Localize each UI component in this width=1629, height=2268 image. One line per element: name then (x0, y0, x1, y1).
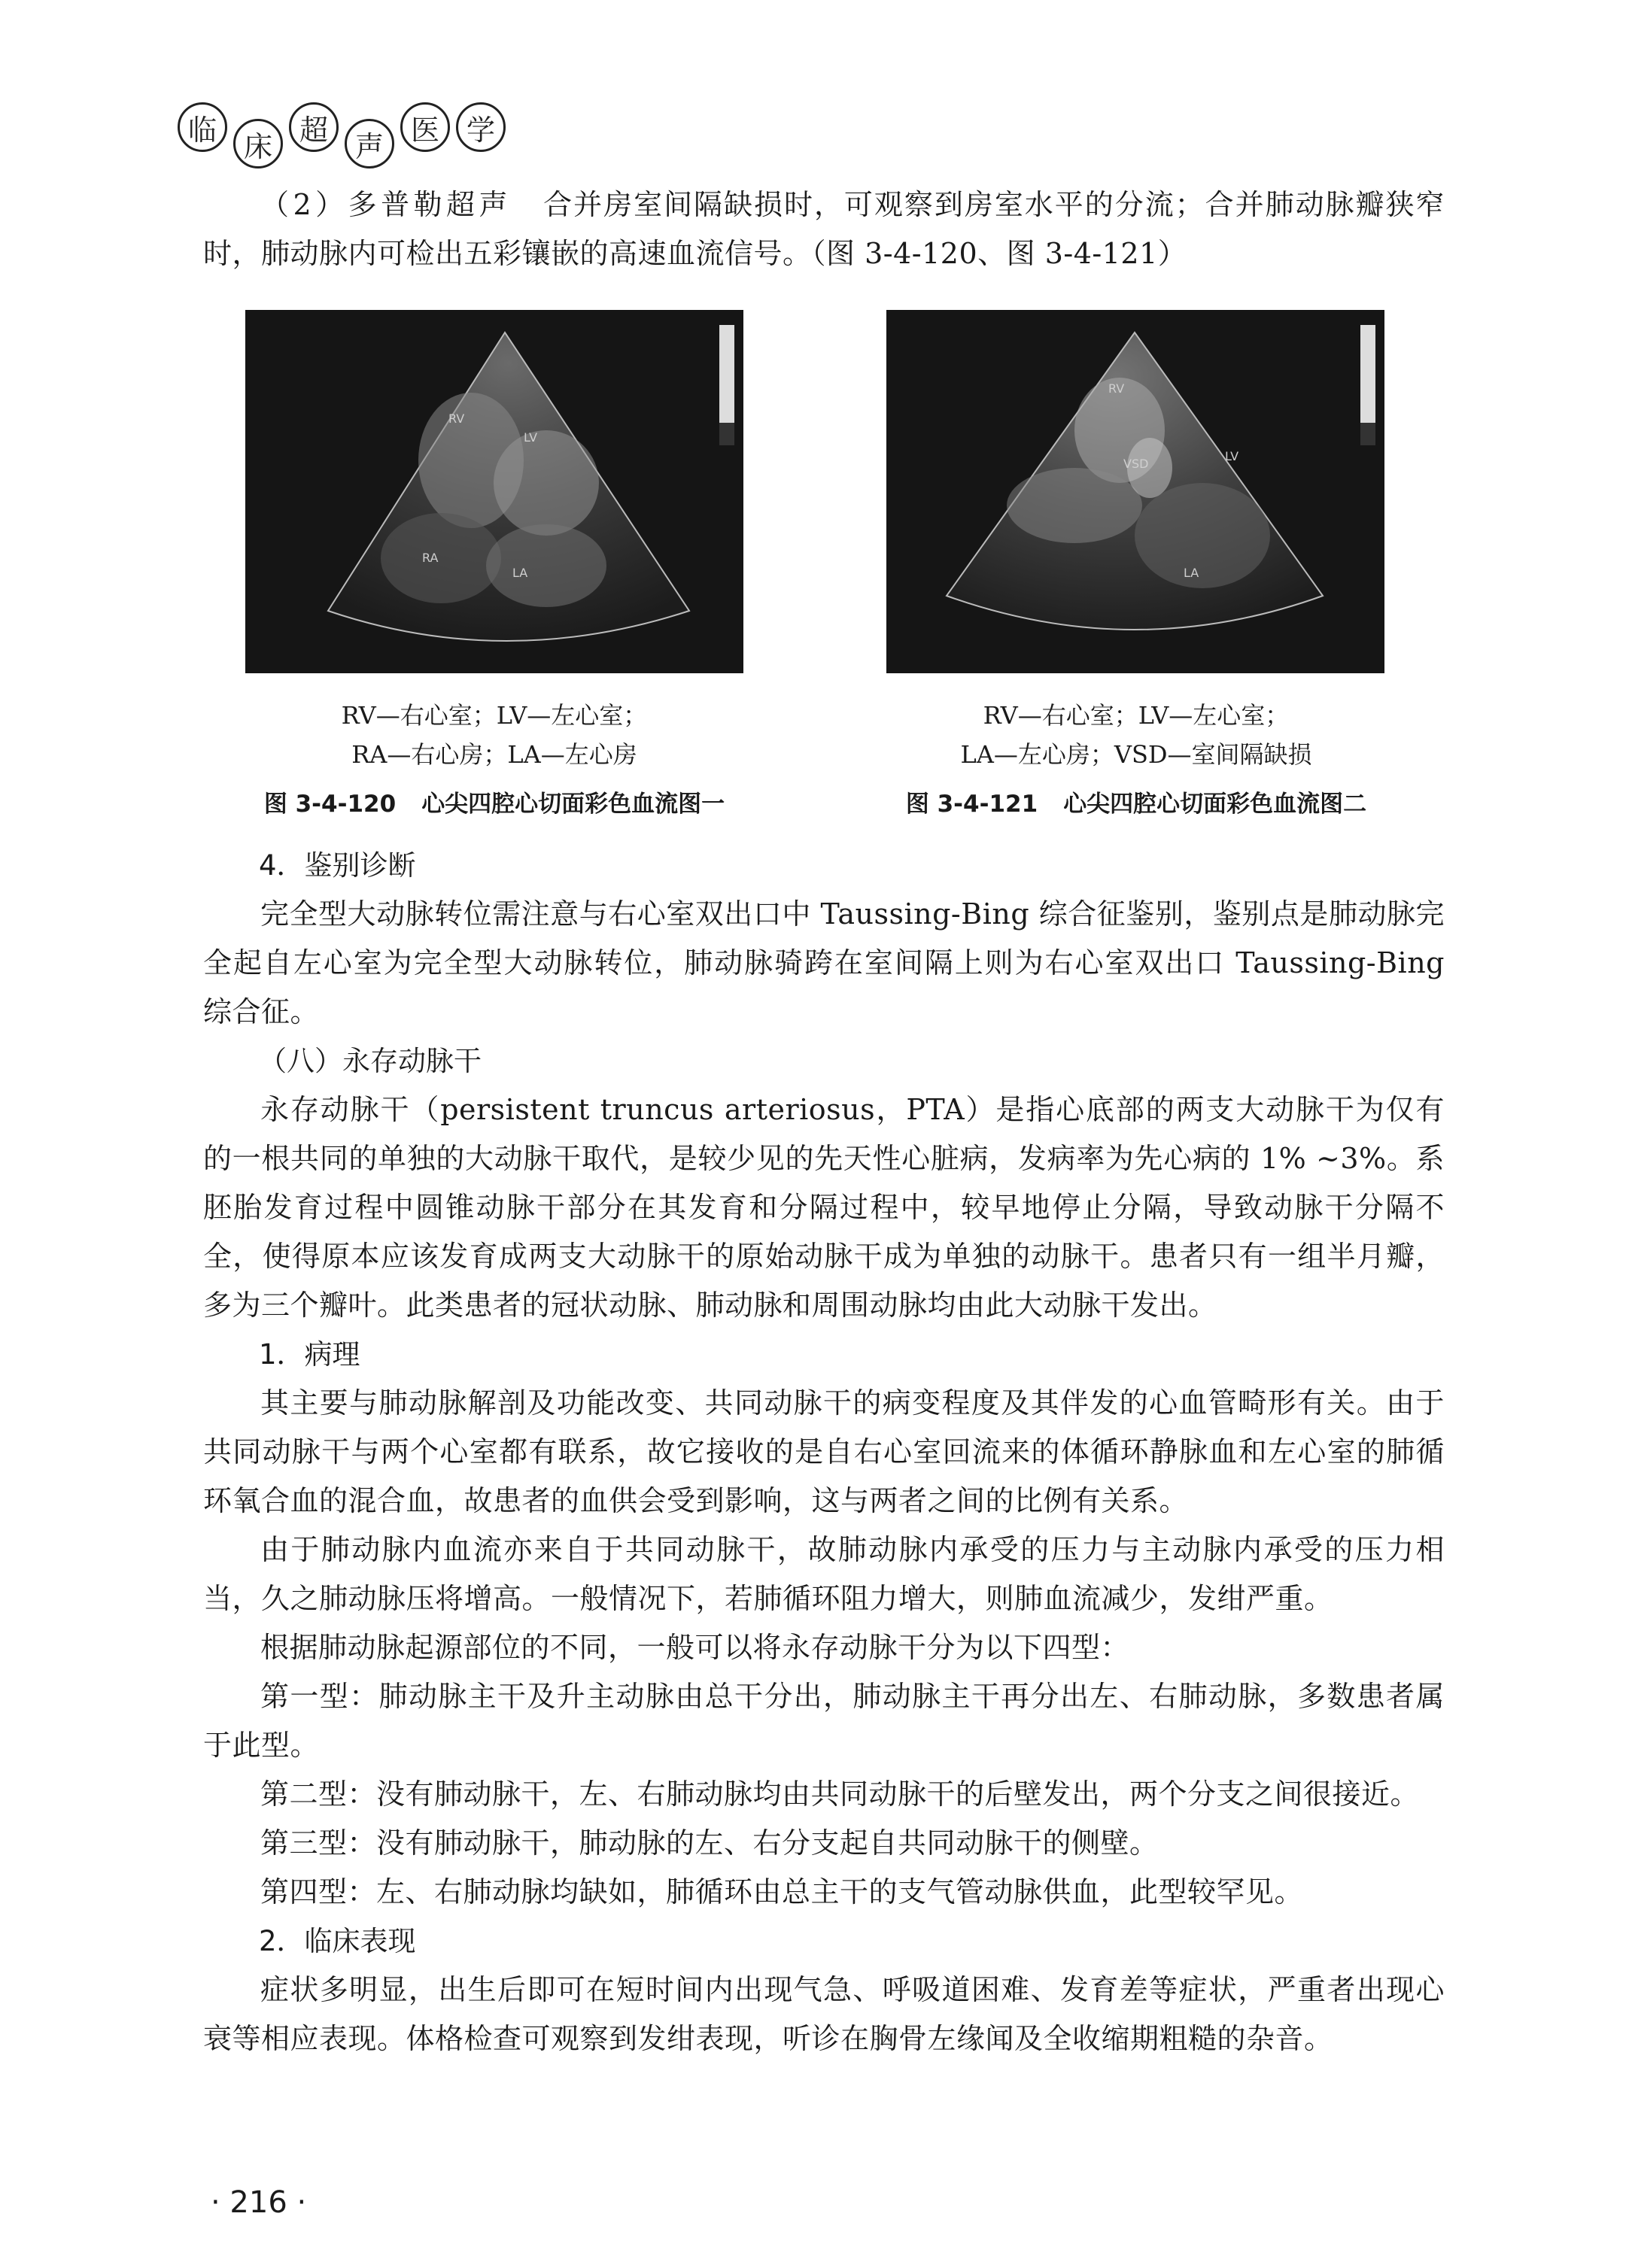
figure1-title (245, 785, 743, 818)
image2-label-lv: LV (1225, 449, 1239, 463)
running-header (178, 102, 512, 169)
figure2-legend-line: RV—右心室；LV—左心室； (983, 701, 1290, 730)
paragraph: 其主要与肺动脉解剖及功能改变、共同动脉干的病变程度及其伴发的心血管畸形有关。由于共同动脉干与两个心室都有联系，故它接收的是自右心室回流来的体循环静脉血和左心室的肺循环氧合血的混合血，故患者的血供会受到影响，这与两者之间的比例有关系。 (203, 1386, 1445, 1517)
doppler-paragraph (203, 181, 1445, 278)
paragraph: 症状多明显，出生后即可在短时间内出现气急、呼吸道困难、发育差等症状，严重者出现心衰等相应表现。体格检查可观察到发绀表现，听诊在胸骨左缘闻及全收缩期粗糙的杂音。 (203, 1973, 1445, 2055)
figure2-title-text: 心尖四腔心切面彩色血流图二 (1063, 791, 1367, 818)
paragraph: 完全型大动脉转位需注意与右心室双出口中 Taussing-Bing 综合征鉴别，鉴别点是肺动脉完全起自左心室为完全型大动脉转位，肺动脉骑跨在室间隔上则为右心室双出口 Taussing-Bing 综合征。 (203, 897, 1445, 1028)
image1-label-rv: RV (448, 411, 465, 426)
header-char: 学 (456, 102, 506, 152)
section-heading: 1．病理 (259, 1338, 360, 1371)
paragraph: 由于肺动脉内血流亦来自于共同动脉干，故肺动脉内承受的压力与主动脉内承受的压力相当，久之肺动脉压将增高。一般情况下，若肺循环阻力增大，则肺血流减少，发绀严重。 (203, 1533, 1445, 1615)
figure1-title-text: 心尖四腔心切面彩色血流图一 (421, 791, 725, 818)
page-number: · 216 · (211, 2185, 307, 2220)
ultrasound-image-2 (886, 310, 1384, 673)
image1-label-la: LA (512, 566, 528, 580)
header-char: 临 (178, 102, 227, 152)
main-body (203, 841, 1445, 2063)
paragraph: 永存动脉干（persistent truncus arteriosus，PTA）是指心底部的两支大动脉干为仅有的一根共同的单独的大动脉干取代，是较少见的先天性心脏病，发病率为先心病的 1% ~3%。系胚胎发育过程中圆锥动脉干部分在其发育和分隔过程中，较早地停止分隔，导致动脉干分隔不全，使得原本应该发育成两支大动脉干的原始动脉干成为单独的动脉干。患者只有一组半月瓣，多为三个瓣叶。此类患者的冠状动脉、肺动脉和周围动脉均由此大动脉干发出。 (203, 1093, 1445, 1322)
section-heading: （八）永存动脉干 (259, 1045, 482, 1077)
header-char: 医 (400, 102, 450, 152)
section-heading: 4．鉴别诊断 (259, 849, 416, 882)
paragraph: 根据肺动脉起源部位的不同，一般可以将永存动脉干分为以下四型： (260, 1631, 1130, 1664)
image2-label-la: LA (1184, 566, 1199, 580)
image2-label-rv: RV (1108, 381, 1125, 396)
image2-label-vsd: VSD (1123, 457, 1149, 471)
ultrasound-image-1 (245, 310, 743, 673)
header-char: 声 (345, 119, 394, 169)
figure1-legend (245, 696, 743, 774)
type-item: 第三型：没有肺动脉干，肺动脉的左、右分支起自共同动脉干的侧壁。 (260, 1826, 1159, 1860)
header-char: 超 (289, 102, 339, 152)
figure2-number: 图 3-4-121 (905, 791, 1038, 818)
section-heading: 2．临床表现 (259, 1925, 416, 1957)
figure2-legend (873, 696, 1400, 774)
figure1-legend-line: RA—右心房；LA—左心房 (351, 740, 637, 769)
doppler-section (203, 181, 1445, 278)
image1-label-lv: LV (524, 430, 538, 445)
header-char: 床 (233, 119, 283, 169)
figure2-title (873, 785, 1400, 818)
type-item: 第一型：肺动脉主干及升主动脉由总干分出，肺动脉主干再分出左、右肺动脉，多数患者属于此型。 (203, 1680, 1445, 1762)
figure1-legend-line: RV—右心室；LV—左心室； (341, 701, 648, 730)
image1-label-ra: RA (422, 551, 439, 565)
doppler-label: （2）多普勒超声 (260, 188, 512, 221)
figure1-number: 图 3-4-120 (263, 791, 397, 818)
type-item: 第二型：没有肺动脉干，左、右肺动脉均由共同动脉干的后壁发出，两个分支之间很接近。 (260, 1778, 1420, 1811)
figure2-legend-line: LA—左心房；VSD—室间隔缺损 (960, 740, 1312, 769)
type-item: 第四型：左、右肺动脉均缺如，肺循环由总主干的支气管动脉供血，此型较罕见。 (260, 1875, 1304, 1908)
doppler-text: 合并房室间隔缺损时，可观察到房室水平的分流；合并肺动脉瓣狭窄时，肺动脉内可检出五彩镶嵌的高速血流信号。（图 3-4-120、图 3-4-121） (203, 188, 1445, 270)
